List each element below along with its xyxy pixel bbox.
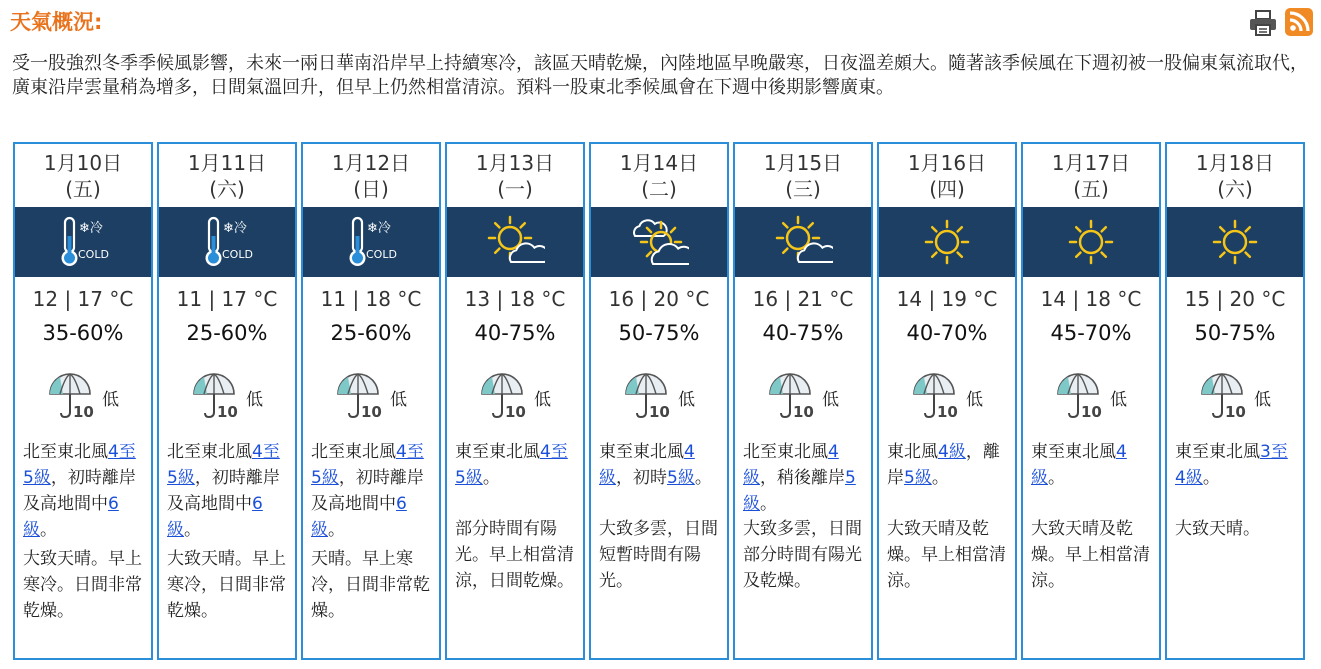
wind-force-link[interactable]: 4級 xyxy=(743,442,839,488)
wind-force-link[interactable]: 3至4級 xyxy=(1175,442,1288,488)
temperature-range: 15 | 20 °C xyxy=(1184,287,1286,311)
umbrella-icon xyxy=(1199,370,1251,420)
wind-text: 東至東北風 xyxy=(1175,442,1260,462)
humidity-range: 45-70% xyxy=(1050,321,1132,345)
svg-text:10: 10 xyxy=(937,403,958,420)
weather-icon-band xyxy=(1023,207,1159,277)
svg-text:10: 10 xyxy=(73,403,94,420)
weather-forecast-text: 大致天晴。 xyxy=(1175,519,1260,539)
wind-forecast xyxy=(1031,439,1153,491)
psr-level: 低 xyxy=(246,390,263,410)
wind-text: 。 xyxy=(184,520,201,540)
umbrella-icon xyxy=(911,370,963,420)
day-card xyxy=(1021,142,1161,660)
svg-text:10: 10 xyxy=(793,403,814,420)
page-title: 天氣概況: xyxy=(10,10,103,34)
wind-force-link[interactable]: 6級 xyxy=(23,494,119,540)
weather-forecast-text: 大致多雲，日間部分時間有陽光及乾燥。 xyxy=(743,519,862,591)
day-date xyxy=(735,150,871,202)
umbrella-icon xyxy=(1055,370,1107,420)
temperature-range: 12 | 17 °C xyxy=(32,287,134,311)
temperature-range: 16 | 20 °C xyxy=(608,287,710,311)
umbrella-icon xyxy=(767,370,819,420)
humidity-range: 50-75% xyxy=(1194,321,1276,345)
day-date xyxy=(447,150,583,202)
svg-text:10: 10 xyxy=(505,403,526,420)
day-weekday: (六) xyxy=(1217,177,1253,201)
wind-force-link[interactable]: 6級 xyxy=(311,494,407,540)
day-date xyxy=(1167,150,1303,202)
wind-text: 東北風 xyxy=(887,442,938,462)
wind-text: 東至東北風 xyxy=(599,442,684,462)
humidity-range: 35-60% xyxy=(42,321,124,345)
umbrella-icon xyxy=(479,370,531,420)
wind-forecast xyxy=(743,439,865,517)
day-date-text: 1月15日 xyxy=(763,151,843,175)
day-weekday: (一) xyxy=(497,177,533,201)
weather-forecast-text: 大致多雲，日間短暫時間有陽光。 xyxy=(599,519,718,591)
psr-level: 低 xyxy=(966,390,983,410)
wind-text: 北至東北風 xyxy=(311,442,396,462)
temperature-range: 13 | 18 °C xyxy=(464,287,566,311)
wind-force-link[interactable]: 5級 xyxy=(743,468,856,514)
wind-text: ，初時離岸及高地間中 xyxy=(23,468,136,514)
day-date-text: 1月13日 xyxy=(475,151,555,175)
wind-text: 。 xyxy=(482,468,500,488)
humidity-range: 50-75% xyxy=(618,321,700,345)
day-card xyxy=(733,142,873,660)
day-card xyxy=(157,142,297,660)
day-weekday: (二) xyxy=(641,177,677,201)
wind-force-link[interactable]: 4至5級 xyxy=(455,442,568,488)
wind-text: 。 xyxy=(760,494,777,514)
sunny-periods-icon xyxy=(485,214,545,270)
weather-icon-band xyxy=(447,207,583,277)
temperature-range: 11 | 17 °C xyxy=(176,287,278,311)
svg-text:COLD: COLD xyxy=(222,248,253,261)
wind-forecast xyxy=(599,439,721,491)
day-weekday: (四) xyxy=(929,177,965,201)
svg-text:COLD: COLD xyxy=(78,248,109,261)
wind-text: ，初時離岸及高地間中 xyxy=(311,468,424,514)
wind-text: 北至東北風 xyxy=(23,442,108,462)
day-weekday: (五) xyxy=(65,177,101,201)
wind-text: ，初時 xyxy=(616,468,667,488)
wind-text: ，離岸 xyxy=(887,442,1000,488)
wind-force-link[interactable]: 4至5級 xyxy=(23,442,136,488)
psr-level: 低 xyxy=(678,390,695,410)
svg-text:❄冷: ❄冷 xyxy=(367,221,391,236)
day-date-text: 1月17日 xyxy=(1051,151,1131,175)
mainly-cloudy-icon xyxy=(629,214,689,270)
wind-forecast xyxy=(23,439,145,543)
weather-icon-band xyxy=(159,207,295,277)
day-weekday: (日) xyxy=(353,177,389,201)
day-date xyxy=(303,150,439,202)
day-date xyxy=(591,150,727,202)
day-date xyxy=(15,150,151,202)
svg-text:10: 10 xyxy=(1225,403,1246,420)
weather-forecast-text: 部分時間有陽光。早上相當清涼，日間乾燥。 xyxy=(455,519,574,591)
cold-icon xyxy=(197,214,257,270)
wind-forecast xyxy=(455,439,577,491)
svg-text:10: 10 xyxy=(217,403,238,420)
nine-day-forecast xyxy=(13,142,1309,660)
day-date-text: 1月11日 xyxy=(187,151,267,175)
temperature-range: 16 | 21 °C xyxy=(752,287,854,311)
svg-text:10: 10 xyxy=(649,403,670,420)
wind-text: 。 xyxy=(694,468,712,488)
umbrella-icon xyxy=(623,370,675,420)
temperature-range: 14 | 19 °C xyxy=(896,287,998,311)
humidity-range: 40-75% xyxy=(762,321,844,345)
svg-text:10: 10 xyxy=(1081,403,1102,420)
wind-text: 北至東北風 xyxy=(743,442,828,462)
day-date-text: 1月12日 xyxy=(331,151,411,175)
day-card xyxy=(1165,142,1305,660)
sunny-periods-icon xyxy=(773,214,833,270)
wind-force-link[interactable]: 4至5級 xyxy=(167,442,280,488)
wind-forecast xyxy=(1175,439,1297,491)
wind-forecast xyxy=(167,439,289,543)
print-icon[interactable] xyxy=(1248,9,1278,37)
weather-forecast-text: 天晴。早上寒冷，日間非常乾燥。 xyxy=(311,549,430,621)
psr-level: 低 xyxy=(390,390,407,410)
temperature-range: 14 | 18 °C xyxy=(1040,287,1142,311)
wind-text: 。 xyxy=(1048,468,1065,488)
wind-text: 。 xyxy=(1202,468,1220,488)
umbrella-icon xyxy=(47,370,99,420)
psr-level: 低 xyxy=(102,390,119,410)
svg-text:COLD: COLD xyxy=(366,248,397,261)
weather-icon-band xyxy=(1167,207,1303,277)
wind-text: ，稍後離岸 xyxy=(760,468,845,488)
day-weekday: (六) xyxy=(209,177,245,201)
day-date xyxy=(159,150,295,202)
wind-text: 。 xyxy=(931,468,949,488)
psr-level: 低 xyxy=(534,390,551,410)
sunny-icon xyxy=(1061,214,1121,270)
svg-text:10: 10 xyxy=(361,403,382,420)
humidity-range: 25-60% xyxy=(186,321,268,345)
wind-forecast xyxy=(887,439,1009,491)
weather-forecast-text: 大致天晴及乾燥。早上相當清涼。 xyxy=(887,519,1006,591)
wind-force-link[interactable]: 4至5級 xyxy=(311,442,424,488)
svg-text:❄冷: ❄冷 xyxy=(223,221,247,236)
day-card xyxy=(877,142,1017,660)
svg-text:❄冷: ❄冷 xyxy=(79,221,103,236)
wind-text: 北至東北風 xyxy=(167,442,252,462)
day-date xyxy=(879,150,1015,202)
wind-text: 東至東北風 xyxy=(1031,442,1116,462)
weather-forecast-text: 大致天晴及乾燥。早上相當清涼。 xyxy=(1031,519,1150,591)
umbrella-icon xyxy=(191,370,243,420)
day-weekday: (三) xyxy=(785,177,821,201)
day-weekday: (五) xyxy=(1073,177,1109,201)
weather-icon-band xyxy=(735,207,871,277)
weather-icon-band xyxy=(303,207,439,277)
wind-force-link[interactable]: 5級 xyxy=(667,468,695,488)
wind-text: 東至東北風 xyxy=(455,442,540,462)
cold-icon xyxy=(341,214,401,270)
wind-force-link[interactable]: 4級 xyxy=(1031,442,1127,488)
humidity-range: 40-75% xyxy=(474,321,556,345)
wind-text: 。 xyxy=(40,520,57,540)
day-card xyxy=(301,142,441,660)
day-card xyxy=(445,142,585,660)
humidity-range: 25-60% xyxy=(330,321,412,345)
sunny-icon xyxy=(1205,214,1265,270)
weather-forecast-text: 大致天晴。早上寒冷，日間非常乾燥。 xyxy=(167,549,286,621)
weather-summary: 受一股強烈冬季季候風影響，未來一兩日華南沿岸早上持續寒冷，該區天晴乾燥，內陸地區早晚嚴寒，日夜溫差頗大。隨著該季候風在下週初被一股偏東氣流取代，廣東沿岸雲量稍為增多，日間氣溫回升，但早上仍然相當清涼。預料一股東北季候風會在下週中後期影響廣東。 xyxy=(12,53,1308,98)
umbrella-icon xyxy=(335,370,387,420)
day-date-text: 1月14日 xyxy=(619,151,699,175)
weather-icon-band xyxy=(591,207,727,277)
wind-force-link[interactable]: 4級 xyxy=(599,442,695,488)
weather-forecast-text: 大致天晴。早上寒冷。日間非常乾燥。 xyxy=(23,549,142,621)
weather-icon-band xyxy=(15,207,151,277)
wind-text: ，初時離岸及高地間中 xyxy=(167,468,280,514)
day-date xyxy=(1023,150,1159,202)
psr-level: 低 xyxy=(1254,390,1271,410)
cold-icon xyxy=(53,214,113,270)
day-date-text: 1月18日 xyxy=(1195,151,1275,175)
psr-level: 低 xyxy=(822,390,839,410)
day-card xyxy=(589,142,729,660)
sunny-icon xyxy=(917,214,977,270)
wind-forecast xyxy=(311,439,433,543)
humidity-range: 40-70% xyxy=(906,321,988,345)
wind-force-link[interactable]: 5級 xyxy=(904,468,932,488)
weather-icon-band xyxy=(879,207,1015,277)
temperature-range: 11 | 18 °C xyxy=(320,287,422,311)
psr-level: 低 xyxy=(1110,390,1127,410)
rss-icon[interactable] xyxy=(1285,8,1313,36)
wind-force-link[interactable]: 6級 xyxy=(167,494,263,540)
day-date-text: 1月10日 xyxy=(43,151,123,175)
wind-text: 。 xyxy=(328,520,345,540)
day-date-text: 1月16日 xyxy=(907,151,987,175)
day-card xyxy=(13,142,153,660)
wind-force-link[interactable]: 4級 xyxy=(938,442,966,462)
